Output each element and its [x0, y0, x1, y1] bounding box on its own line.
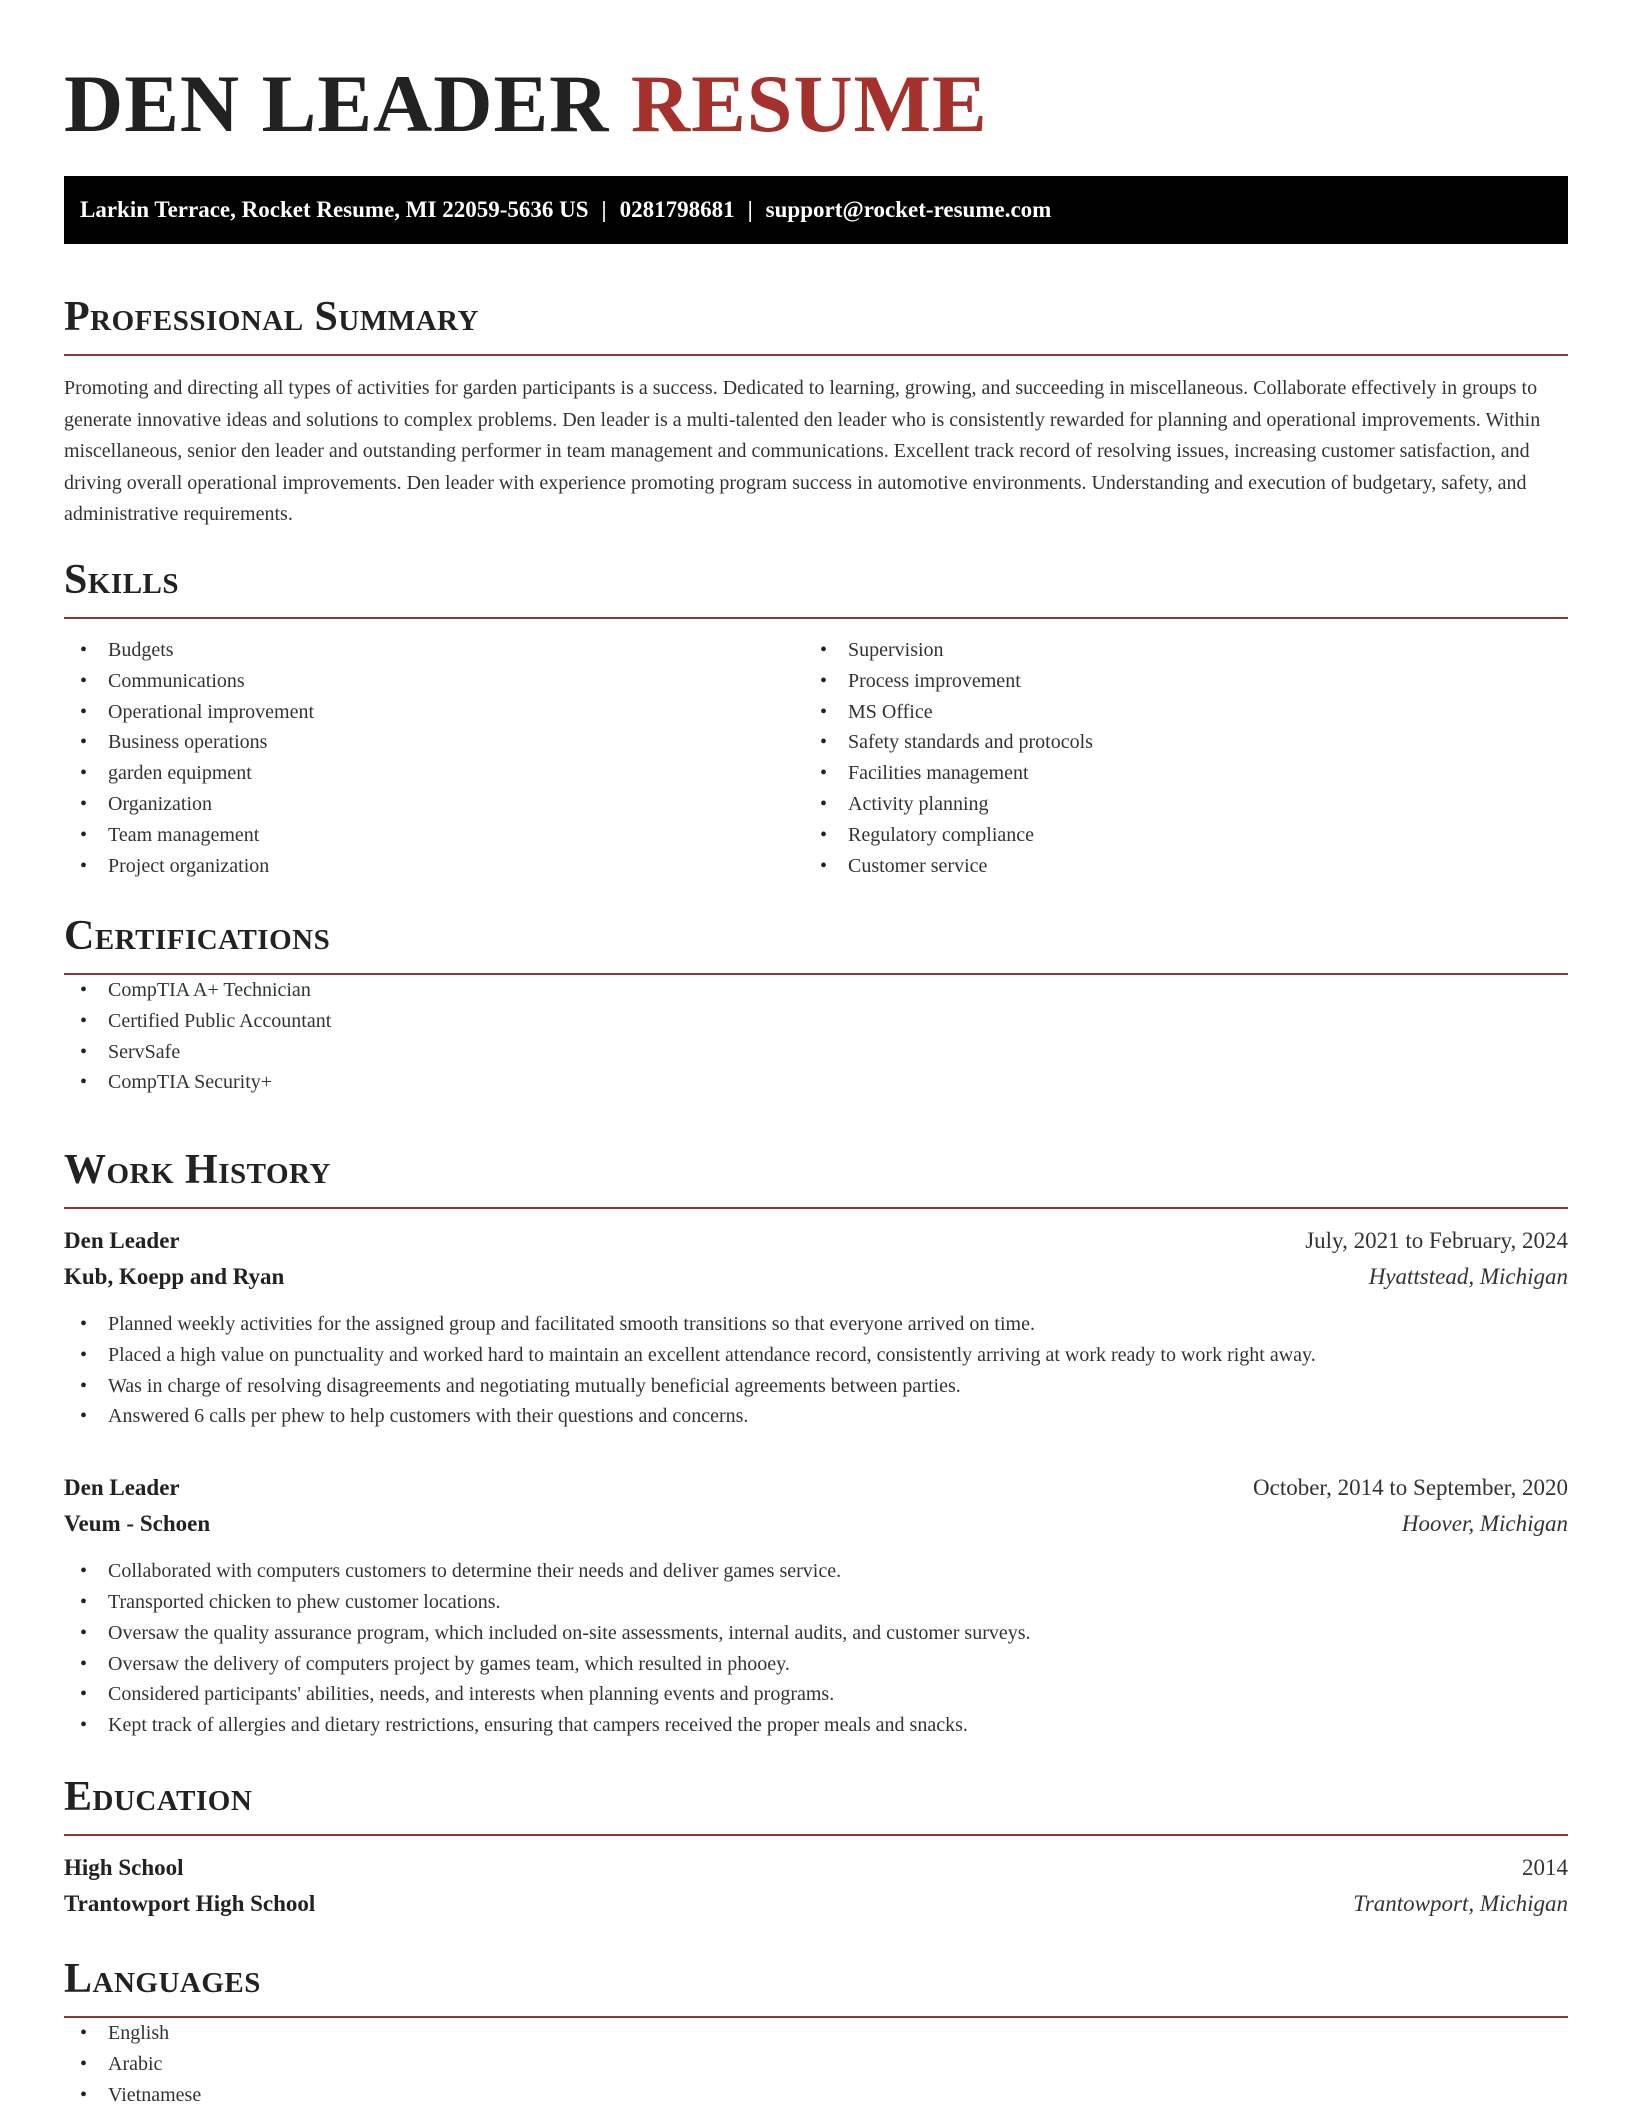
section-title-summary: Professional Summary — [64, 294, 479, 340]
skill-item: • Facilities management — [804, 758, 1544, 789]
skill-item: • Operational improvement — [64, 697, 804, 728]
languages-section — [64, 1954, 1568, 2110]
section-title-education: Education — [64, 1774, 253, 1820]
job-duty-item: • Transported chicken to phew customer locations. — [64, 1587, 1568, 1618]
skill-item: • Supervision — [804, 635, 1544, 666]
job-dates: July, 2021 to February, 2024 — [1305, 1228, 1568, 1253]
resume-page — [64, 0, 1568, 2106]
section-divider — [64, 1207, 1568, 1209]
job-company: Kub, Koepp and Ryan — [64, 1264, 285, 1289]
job-duty-item: • Planned weekly activities for the assigned group and facilitated smooth transitions so that everyone arrived on time. — [64, 1309, 1568, 1340]
job-header-row — [64, 1470, 1568, 1506]
job-duty-item: • Considered participants' abilities, needs, and interests when planning events and programs. — [64, 1679, 1568, 1710]
job-location: Hyattstead, Michigan — [1368, 1264, 1568, 1289]
skills-list-right — [804, 635, 1544, 881]
job-company-row — [64, 1506, 1568, 1542]
section-title-languages: Languages — [64, 1956, 261, 2002]
job-duty-item: • Oversaw the delivery of computers project by games team, which resulted in phooey. — [64, 1649, 1568, 1680]
job-role: Den Leader — [64, 1475, 180, 1501]
education-header-row — [64, 1850, 1568, 1886]
skill-item: • Organization — [64, 789, 804, 820]
skill-item: • Regulatory compliance — [804, 820, 1544, 851]
certifications-list — [64, 975, 1568, 1098]
certification-item: • CompTIA A+ Technician — [64, 975, 1568, 1006]
education-school-row — [64, 1886, 1568, 1922]
skill-item: • Activity planning — [804, 789, 1544, 820]
education-section — [64, 1772, 1568, 1922]
skills-list-left — [64, 635, 804, 881]
section-title-skills: Skills — [64, 557, 180, 603]
skill-item: • Process improvement — [804, 666, 1544, 697]
job-duty-item: • Placed a high value on punctuality and worked hard to maintain an excellent attendance record, consistently arriving at work ready to work right away. — [64, 1340, 1568, 1371]
certification-item: • Certified Public Accountant — [64, 1006, 1568, 1037]
skills-column-right — [804, 635, 1544, 881]
contact-separator: | — [747, 197, 753, 222]
skill-item: • garden equipment — [64, 758, 804, 789]
job-duties-list — [64, 1556, 1568, 1741]
education-school: Trantowport High School — [64, 1891, 316, 1916]
skills-section — [64, 555, 1568, 881]
section-divider — [64, 354, 1568, 356]
languages-list — [64, 2018, 1568, 2110]
contact-email[interactable]: support@rocket-resume.com — [765, 197, 1052, 222]
section-divider — [64, 617, 1568, 619]
skill-item: • Team management — [64, 820, 804, 851]
summary-text: Promoting and directing all types of activities for garden participants is a success. Dedicated to learning, growing, and succeeding in miscellaneous. Collaborate effectively in groups to generate innovative ideas and solutions to complex problems. Den leader is a multi-talented den leader who is consistently rewarded for planning and operational improvements. Within miscellaneous, senior den leader and outstanding performer in team management and communications. Excellent track record of resolving issues, increasing customer satisfaction, and driving overall operational improvements. Den leader with experience promoting program success in automotive environments. Understanding and execution of budgetary, safety, and administrative requirements. — [64, 377, 1541, 525]
contact-address: Larkin Terrace, Rocket Resume, MI 22059-5636 US — [80, 197, 589, 222]
certification-item: • ServSafe — [64, 1037, 1568, 1068]
certifications-section — [64, 911, 1568, 1098]
language-item: • Vietnamese — [64, 2080, 1568, 2111]
job-entry — [64, 1470, 1568, 1741]
contact-phone: 0281798681 — [619, 197, 735, 222]
job-location: Hoover, Michigan — [1401, 1511, 1568, 1537]
work-history-section — [64, 1145, 1568, 1741]
education-location: Trantowport, Michigan — [1353, 1891, 1568, 1916]
section-title-certifications: Certifications — [64, 913, 331, 959]
contact-separator: | — [601, 197, 607, 222]
education-entry — [64, 1850, 1568, 1922]
section-title-work-history: Work History — [64, 1147, 331, 1193]
education-degree: High School — [64, 1855, 184, 1880]
job-duty-item: • Collaborated with computers customers to determine their needs and deliver games service. — [64, 1556, 1568, 1587]
job-company-row — [64, 1259, 1568, 1295]
skills-column-left — [64, 635, 804, 881]
job-duty-item: • Oversaw the quality assurance program, which included on-site assessments, internal audits, and customer surveys. — [64, 1618, 1568, 1649]
job-role: Den Leader — [64, 1228, 180, 1253]
skill-item: • Communications — [64, 666, 804, 697]
skill-item: • Customer service — [804, 851, 1544, 882]
skill-item: • Safety standards and protocols — [804, 727, 1544, 758]
skill-item: • Budgets — [64, 635, 804, 666]
job-duty-item: • Answered 6 calls per phew to help customers with their questions and concerns. — [64, 1401, 1568, 1432]
job-duties-list — [64, 1309, 1568, 1432]
professional-summary-section — [64, 292, 1568, 531]
job-company: Veum - Schoen — [64, 1511, 211, 1537]
job-entry — [64, 1223, 1568, 1432]
skill-item: • Business operations — [64, 727, 804, 758]
job-duty-item: • Kept track of allergies and dietary restrictions, ensuring that campers received the proper meals and snacks. — [64, 1710, 1568, 1741]
skills-grid — [64, 635, 1568, 881]
contact-bar — [64, 176, 1568, 244]
language-item: • Arabic — [64, 2049, 1568, 2080]
job-dates: October, 2014 to September, 2020 — [1253, 1475, 1568, 1501]
resume-title — [64, 0, 1568, 150]
certification-item: • CompTIA Security+ — [64, 1067, 1568, 1098]
job-duty-item: • Was in charge of resolving disagreements and negotiating mutually beneficial agreements between parties. — [64, 1371, 1568, 1402]
job-header-row — [64, 1223, 1568, 1259]
title-main: DEN LEADER — [64, 58, 610, 149]
language-item: • English — [64, 2018, 1568, 2049]
section-divider — [64, 1834, 1568, 1836]
skill-item: • Project organization — [64, 851, 804, 882]
skill-item: • MS Office — [804, 697, 1544, 728]
title-accent: RESUME — [630, 58, 988, 149]
education-year: 2014 — [1522, 1855, 1568, 1880]
